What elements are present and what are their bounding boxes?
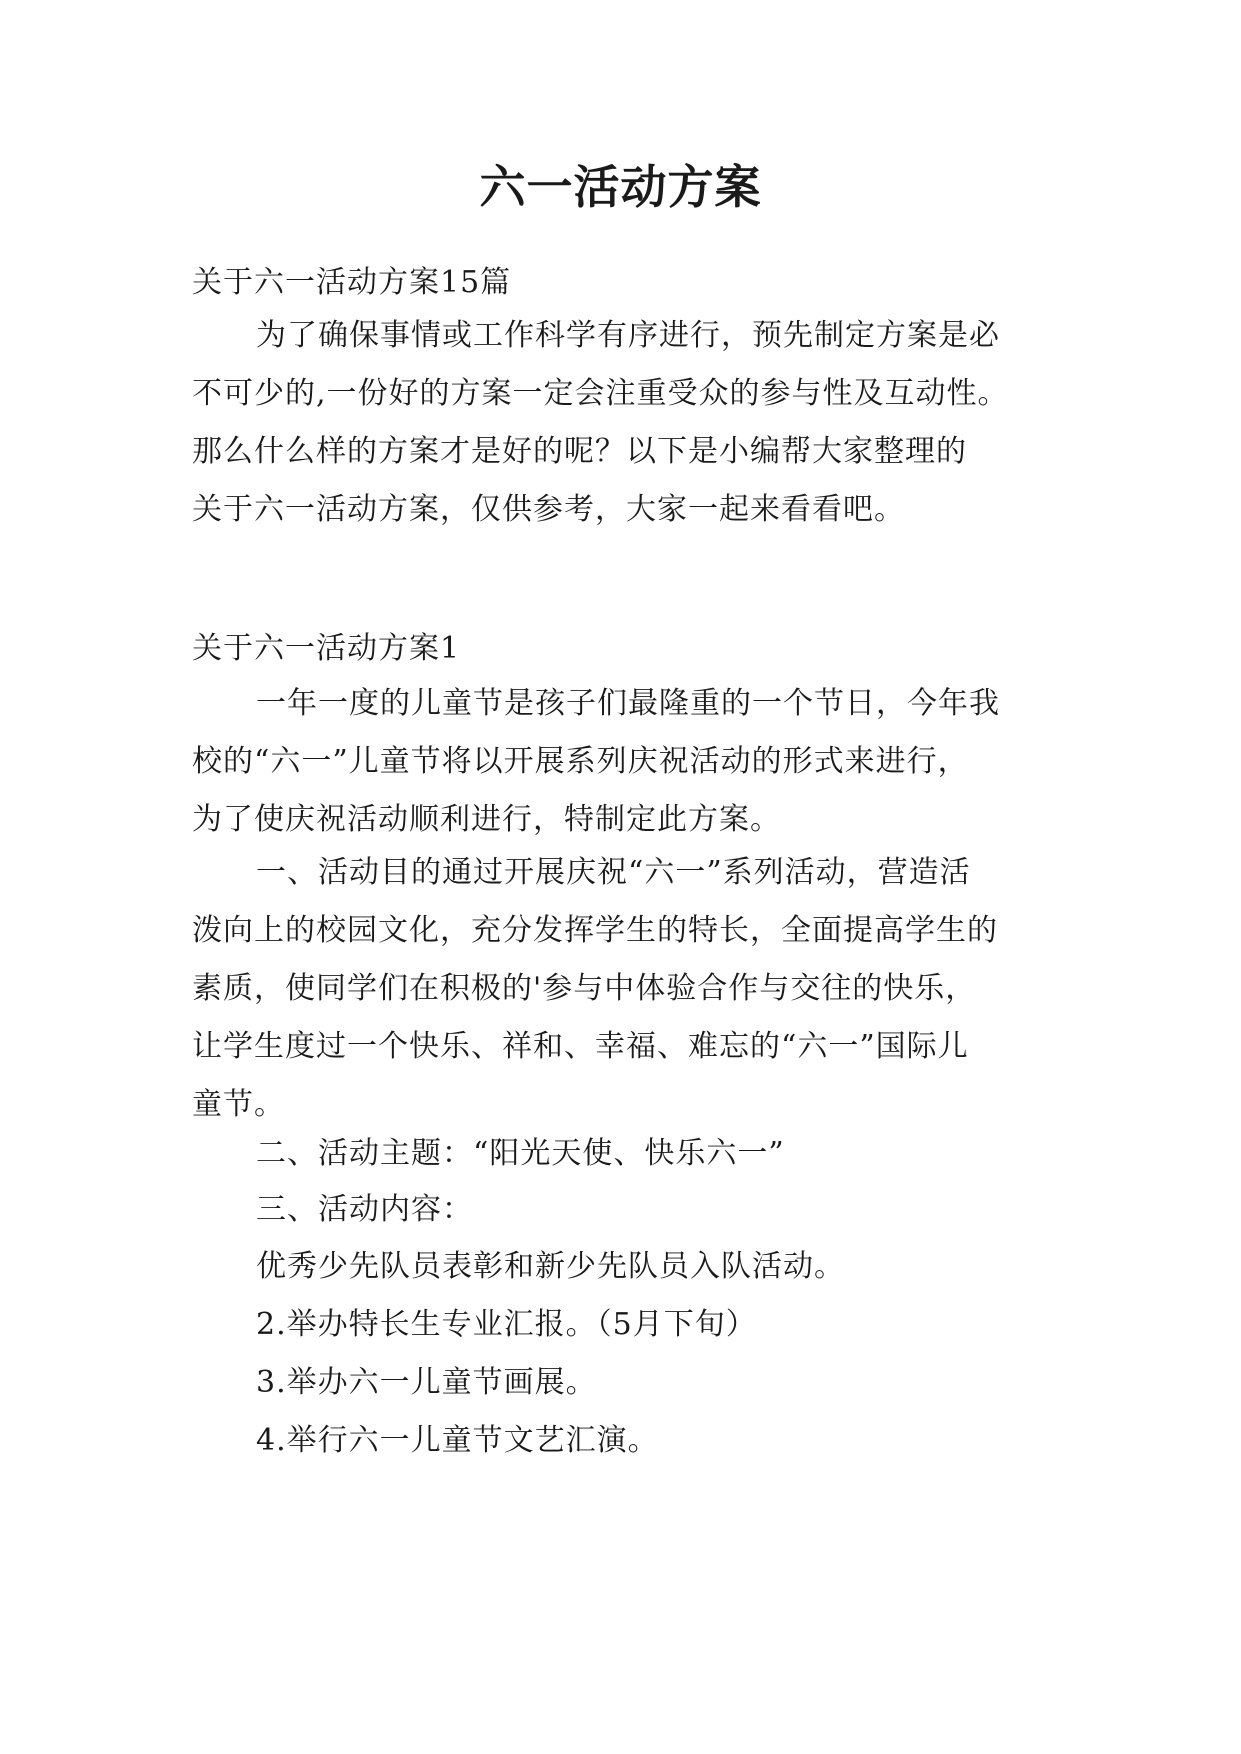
paragraph-line: 泼向上的校园文化，充分发挥学生的特长，全面提高学生的 [192,913,998,948]
paragraph-line: 素质，使同学们在积极的'参与中体验合作与交往的快乐， [192,971,977,1006]
list-item: 优秀少先队员表彰和新少先队员入队活动。 [256,1249,845,1284]
intro-line: 为了确保事情或工作科学有序进行，预先制定方案是必 [256,318,1000,353]
section1-paragraph-2 [192,844,1052,1134]
paragraph-line: 让学生度过一个快乐、祥和、幸福、难忘的“六一”国际儿 [192,1029,969,1064]
intro-line: 不可少的,一份好的方案一定会注重受众的参与性及互动性。 [192,376,1009,411]
paragraph-line: 一年一度的儿童节是孩子们最隆重的一个节日，今年我 [256,686,1000,721]
list-item: 2.举办特长生专业汇报。（5月下旬） [256,1307,757,1342]
list-item: 4.举行六一儿童节文艺汇演。 [256,1423,659,1458]
activity-content-list [192,1238,1052,1470]
section1-content-heading-block [192,1181,1052,1239]
section1-heading-block [192,620,1052,678]
document-subtitle-block [192,254,1052,312]
activity-content-heading: 三、活动内容： [256,1192,473,1227]
section1-theme-block [192,1125,1052,1183]
document-title: 六一活动方案 [479,160,762,214]
intro-line: 关于六一活动方案，仅供参考，大家一起来看看吧。 [192,492,905,527]
section1-paragraph-1 [192,675,1052,849]
paragraph-line: 为了使庆祝活动顺利进行，特制定此方案。 [192,802,781,837]
intro-paragraph [192,307,1052,539]
paragraph-line: 一、活动目的通过开展庆祝“六一”系列活动，营造活 [256,855,971,890]
intro-line: 那么什么样的方案才是好的呢？以下是小编帮大家整理的 [192,434,967,469]
document-subtitle: 关于六一活动方案15篇 [192,265,512,300]
list-item: 3.举办六一儿童节画展。 [256,1365,597,1400]
section1-heading: 关于六一活动方案1 [192,631,461,666]
paragraph-line: 童节。 [192,1087,285,1122]
activity-theme: 二、活动主题：“阳光天使、快乐六一” [256,1136,785,1171]
paragraph-line: 校的“六一”儿童节将以开展系列庆祝活动的形式来进行， [192,744,969,779]
